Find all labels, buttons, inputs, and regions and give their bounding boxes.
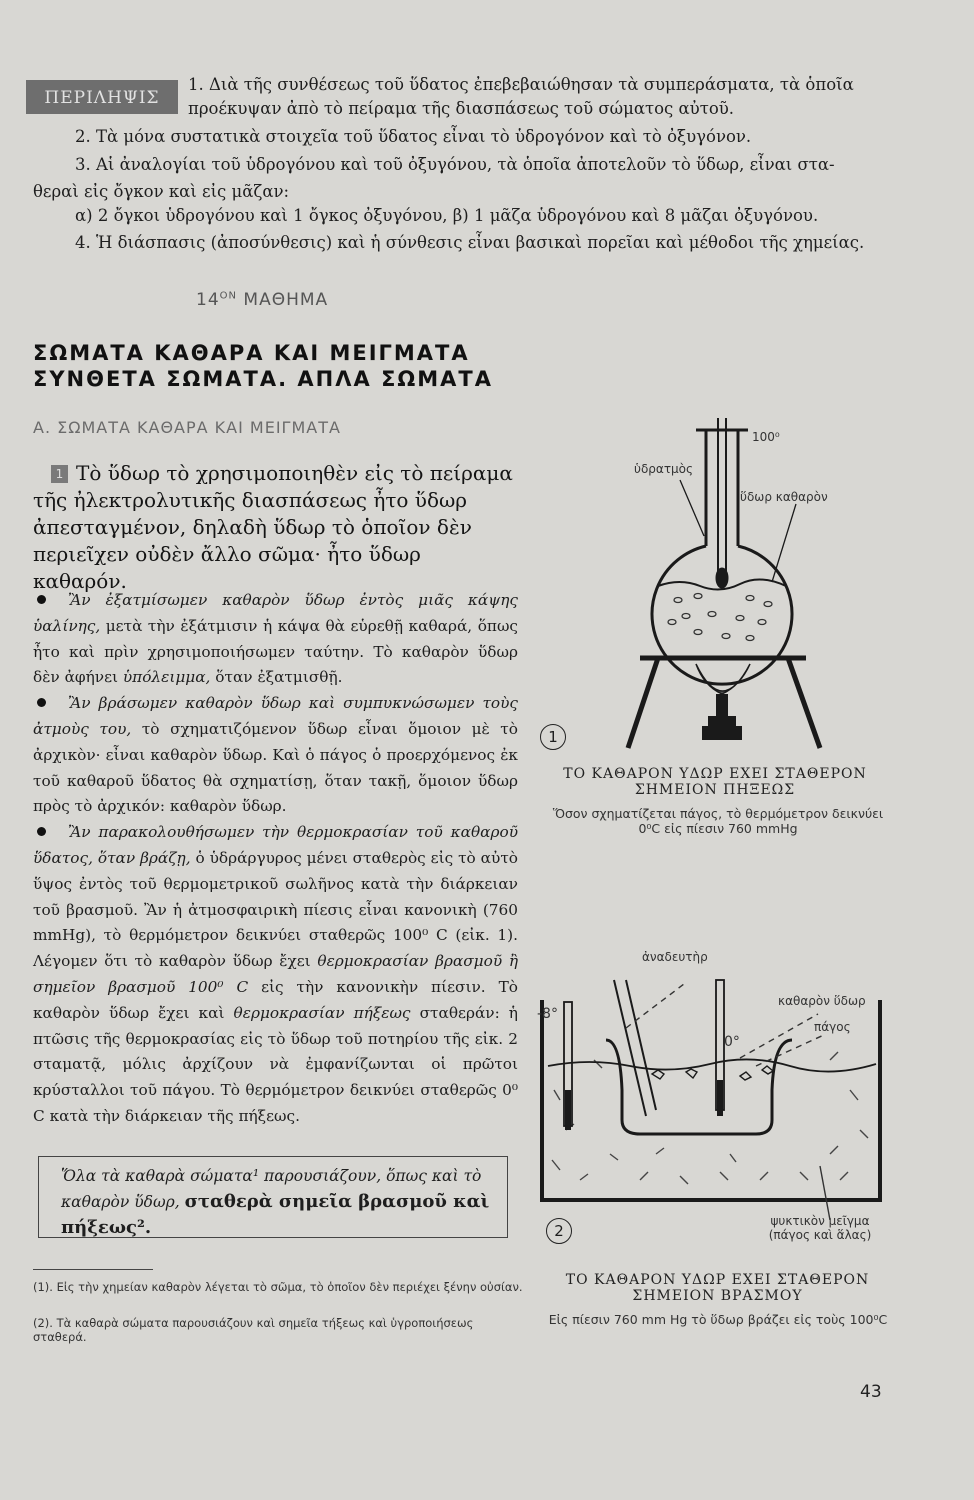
paragraph-1 (33, 588, 518, 691)
summary-point-3b: θεραὶ εἰς ὄγκον καὶ εἰς μᾶζαν: (33, 182, 290, 201)
summary-point-1a: 1. Διὰ τῆς συνθέσεως τοῦ ὕδατος ἐπεβεβαιώθησαν τὰ συμπεράσματα, τὰ ὁποῖα (188, 75, 854, 94)
p2-text: τὸ σχηματιζόμενον ὕδωρ εἶναι ὅμοιον μὲ τὸ ἀρχικὸν· εἶναι καθαρὸν ὕδωρ. Καὶ ὁ πάγος ὁ προερχόμενος ἐκ τοῦ καθαροῦ ὕδατος θὰ σχηματίσῃ, ὅταν τακῇ, ὅμοιον ὕδωρ πρὸς τὸ ἀρχικόν: καθαρὸν ὕδωρ. (33, 719, 518, 816)
figure-2-number: 2 (546, 1218, 572, 1244)
fig1-label-temp: 100⁰ (752, 430, 780, 444)
title-line-2: ΣΥΝΘΕΤΑ ΣΩΜΑΤΑ. ΑΠΛΑ ΣΩΜΑΤΑ (33, 367, 493, 391)
title-line-1: ΣΩΜΑΤΑ ΚΑΘΑΡΑ ΚΑΙ ΜΕΙΓΜΑΤΑ (33, 341, 470, 365)
fig1-label-water: ὕδωρ καθαρὸν (740, 490, 828, 504)
body-text (33, 588, 518, 1130)
p1-text: μετὰ τὴν ἐξάτμισιν ἡ κάψα θὰ εὑρεθῇ καθαρά, ὅπως ἦτο καὶ πρὶν χρησιμοποιήσωμεν ταύτην. Τὸ καθαρὸν ὕδωρ δὲν ἀφήνει (33, 616, 518, 687)
paragraph-2 (33, 691, 518, 820)
lesson-number (196, 290, 328, 310)
figure-2-caption-text: Εἰς πίεσιν 760 mm Hg τὸ ὕδωρ βράζει εἰς τοὺς 100⁰C (548, 1312, 888, 1327)
fig2-label-stirrer: ἀναδευτὴρ (642, 950, 708, 964)
lead-text: Τὸ ὕδωρ τὸ χρησιμοποιηθὲν εἰς τὸ πείραμα τῆς ἠλεκτρολυτικῆς διασπάσεως ἦτο ὕδωρ ἀπεσταγμένον, δηλαδὴ ὕδωρ τὸ ὁποῖον δὲν περιεῖχεν οὐδὲν ἄλλο σῶμα· ἦτο ὕδωρ καθαρόν. (33, 461, 513, 593)
fig2-label-minus8: -8° (537, 1006, 558, 1022)
fig2-label-water: καθαρὸν ὕδωρ (778, 994, 866, 1008)
paragraph-3 (33, 820, 518, 1130)
lesson-number-suffix: ΟΝ (219, 290, 237, 302)
p1-text-2: ὅταν ἐξατμισθῇ. (210, 668, 343, 687)
box-italic: Ὅλα τὰ καθαρὰ σώματα¹ παρουσιάζουν, ὅπως καὶ τὸ καθαρὸν ὕδωρ, (61, 1167, 482, 1211)
figure-2-caption-title: ΤΟ ΚΑΘΑΡΟΝ ΥΔΩΡ ΕΧΕΙ ΣΤΑΘΕΡΟΝ ΣΗΜΕΙΟΝ ΒΡΑΣΜΟΥ (565, 1272, 870, 1304)
page-title (33, 340, 553, 392)
page-number: 43 (860, 1382, 882, 1402)
fig2-label-zero: 0° (724, 1034, 740, 1050)
bullet-icon (37, 698, 46, 707)
fig2-label-mixture: ψυκτικὸν μεῖγμα (πάγος καὶ ἅλας) (768, 1214, 872, 1242)
footnote-1: (1). Εἰς τὴν χημείαν καθαρὸν λέγεται τὸ σῶμα, τὸ ὁποῖον δὲν περιέχει ξένην οὐσίαν. (33, 1280, 523, 1294)
p1-italic: Ἂν ἐξατμίσωμεν καθαρὸν ὕδωρ ἐντὸς μιᾶς κάψης ὑαλίνης, (33, 591, 518, 635)
p3-text: ὁ ὑδράργυρος μένει σταθερὸς εἰς τὸ αὐτὸ ὕψος ἐντὸς τοῦ θερμομετρικοῦ σωλῆνος κατὰ τὴν διάρκειαν τοῦ βρασμοῦ. Ἂν ἡ ἀτμοσφαιρικὴ πίεσις εἶναι κανονικὴ (760 mmHg), τὸ θερμόμετρον δεικνύει σταθερῶς 100⁰ C (εἰκ. 1). Λέγομεν ὅτι τὸ καθαρὸν ὕδωρ ἔχει (33, 848, 518, 971)
p3-italic-3: θερμοκρασίαν πήξεως (233, 1003, 411, 1022)
p3-text-3: σταθεράν: ἡ πτῶσις τῆς θερμοκρασίας εἰς τὸ ὕδωρ τοῦ ποτηρίου τῆς εἰκ. 2 σταματᾷ, μόλις ἀρχίζουν νὰ ἐμφανίζωνται οἱ πρῶτοι κρύσταλλοι τοῦ πάγου. Τὸ θερμόμετρον δεικνύει σταθερῶς 0⁰ C κατὰ τὴν διάρκειαν τῆς πήξεως. (33, 1003, 518, 1125)
fig2-label-ice: πάγος (814, 1020, 851, 1034)
figure-1-number: 1 (540, 724, 566, 750)
lesson-word: ΜΑΘΗΜΑ (243, 290, 329, 310)
fig1-label-steam: ὑδρατμὸς (634, 462, 694, 476)
lead-paragraph (33, 460, 521, 595)
figure-1-caption-text: Ὅσον σχηματίζεται πάγος, τὸ θερμόμετρον δεικνύει 0⁰C εἰς πίεσιν 760 mmHg (552, 806, 884, 836)
figure-1-caption-title: ΤΟ ΚΑΘΑΡΟΝ ΥΔΩΡ ΕΧΕΙ ΣΤΑΘΕΡΟΝ ΣΗΜΕΙΟΝ ΠΗΞΕΩΣ (563, 766, 867, 798)
summary-point-3c: α) 2 ὄγκοι ὑδρογόνου καὶ 1 ὄγκος ὀξυγόνου, β) 1 μᾶζα ὑδρογόνου καὶ 8 μᾶζαι ὀξυγόνου. (75, 206, 819, 225)
p1-italic-2: ὑπόλειμμα, (122, 668, 211, 687)
summary-point-2: 2. Τὰ μόνα συστατικὰ στοιχεῖα τοῦ ὕδατος εἶναι τὸ ὑδρογόνον καὶ τὸ ὀξυγόνον. (75, 127, 752, 146)
box-bold: σταθερὰ σημεῖα βρασμοῦ καὶ πήξεως². (61, 1191, 490, 1238)
bullet-icon (37, 827, 46, 836)
bullet-icon (37, 595, 46, 604)
lesson-number-value: 14 (196, 290, 220, 310)
key-point-box (38, 1156, 508, 1238)
summary-point-3a: 3. Αἱ ἀναλογίαι τοῦ ὑδρογόνου καὶ τοῦ ὀξυγόνου, τὰ ὁποῖα ἀποτελοῦν τὸ ὕδωρ, εἶναι στα- (75, 155, 835, 174)
footnote-2: (2). Τὰ καθαρὰ σώματα παρουσιάζουν καὶ σημεῖα τήξεως καὶ ὑγροποιήσεως σταθερά. (33, 1316, 474, 1344)
p3-italic-2: θερμοκρασίαν βρασμοῦ ἢ σημεῖον βρασμοῦ 100⁰ C (33, 952, 518, 996)
p3-italic: Ἂν παρακολουθήσωμεν τὴν θερμοκρασίαν τοῦ καθαροῦ ὕδατος, ὅταν βράζῃ, (33, 823, 518, 867)
figure-2-drawing (530, 940, 890, 1220)
summary-point-1b: προέκυψαν ἀπὸ τὸ πείραμα τῆς διασπάσεως τοῦ σώματος αὐτοῦ. (188, 99, 735, 118)
section-heading: Α. ΣΩΜΑΤΑ ΚΑΘΑΡΑ ΚΑΙ ΜΕΙΓΜΑΤΑ (33, 418, 341, 437)
summary-badge: ΠΕΡΙΛΗΨΙΣ (26, 80, 178, 114)
footnote-divider (33, 1269, 153, 1270)
p2-italic: Ἂν βράσωμεν καθαρὸν ὕδωρ καὶ συμπυκνώσωμεν τοὺς ἀτμοὺς του, (33, 694, 518, 738)
paragraph-marker: 1 (51, 465, 68, 483)
summary-point-4: 4. Ἡ διάσπασις (ἀποσύνθεσις) καὶ ἡ σύνθεσις εἶναι βασικαὶ πορεῖαι καὶ μέθοδοι τῆς χημείας. (75, 233, 865, 252)
p3-text-2: εἰς τὴν κανονικὴν πίεσιν. Τὸ καθαρὸν ὕδωρ ἔχει καὶ (33, 977, 518, 1022)
